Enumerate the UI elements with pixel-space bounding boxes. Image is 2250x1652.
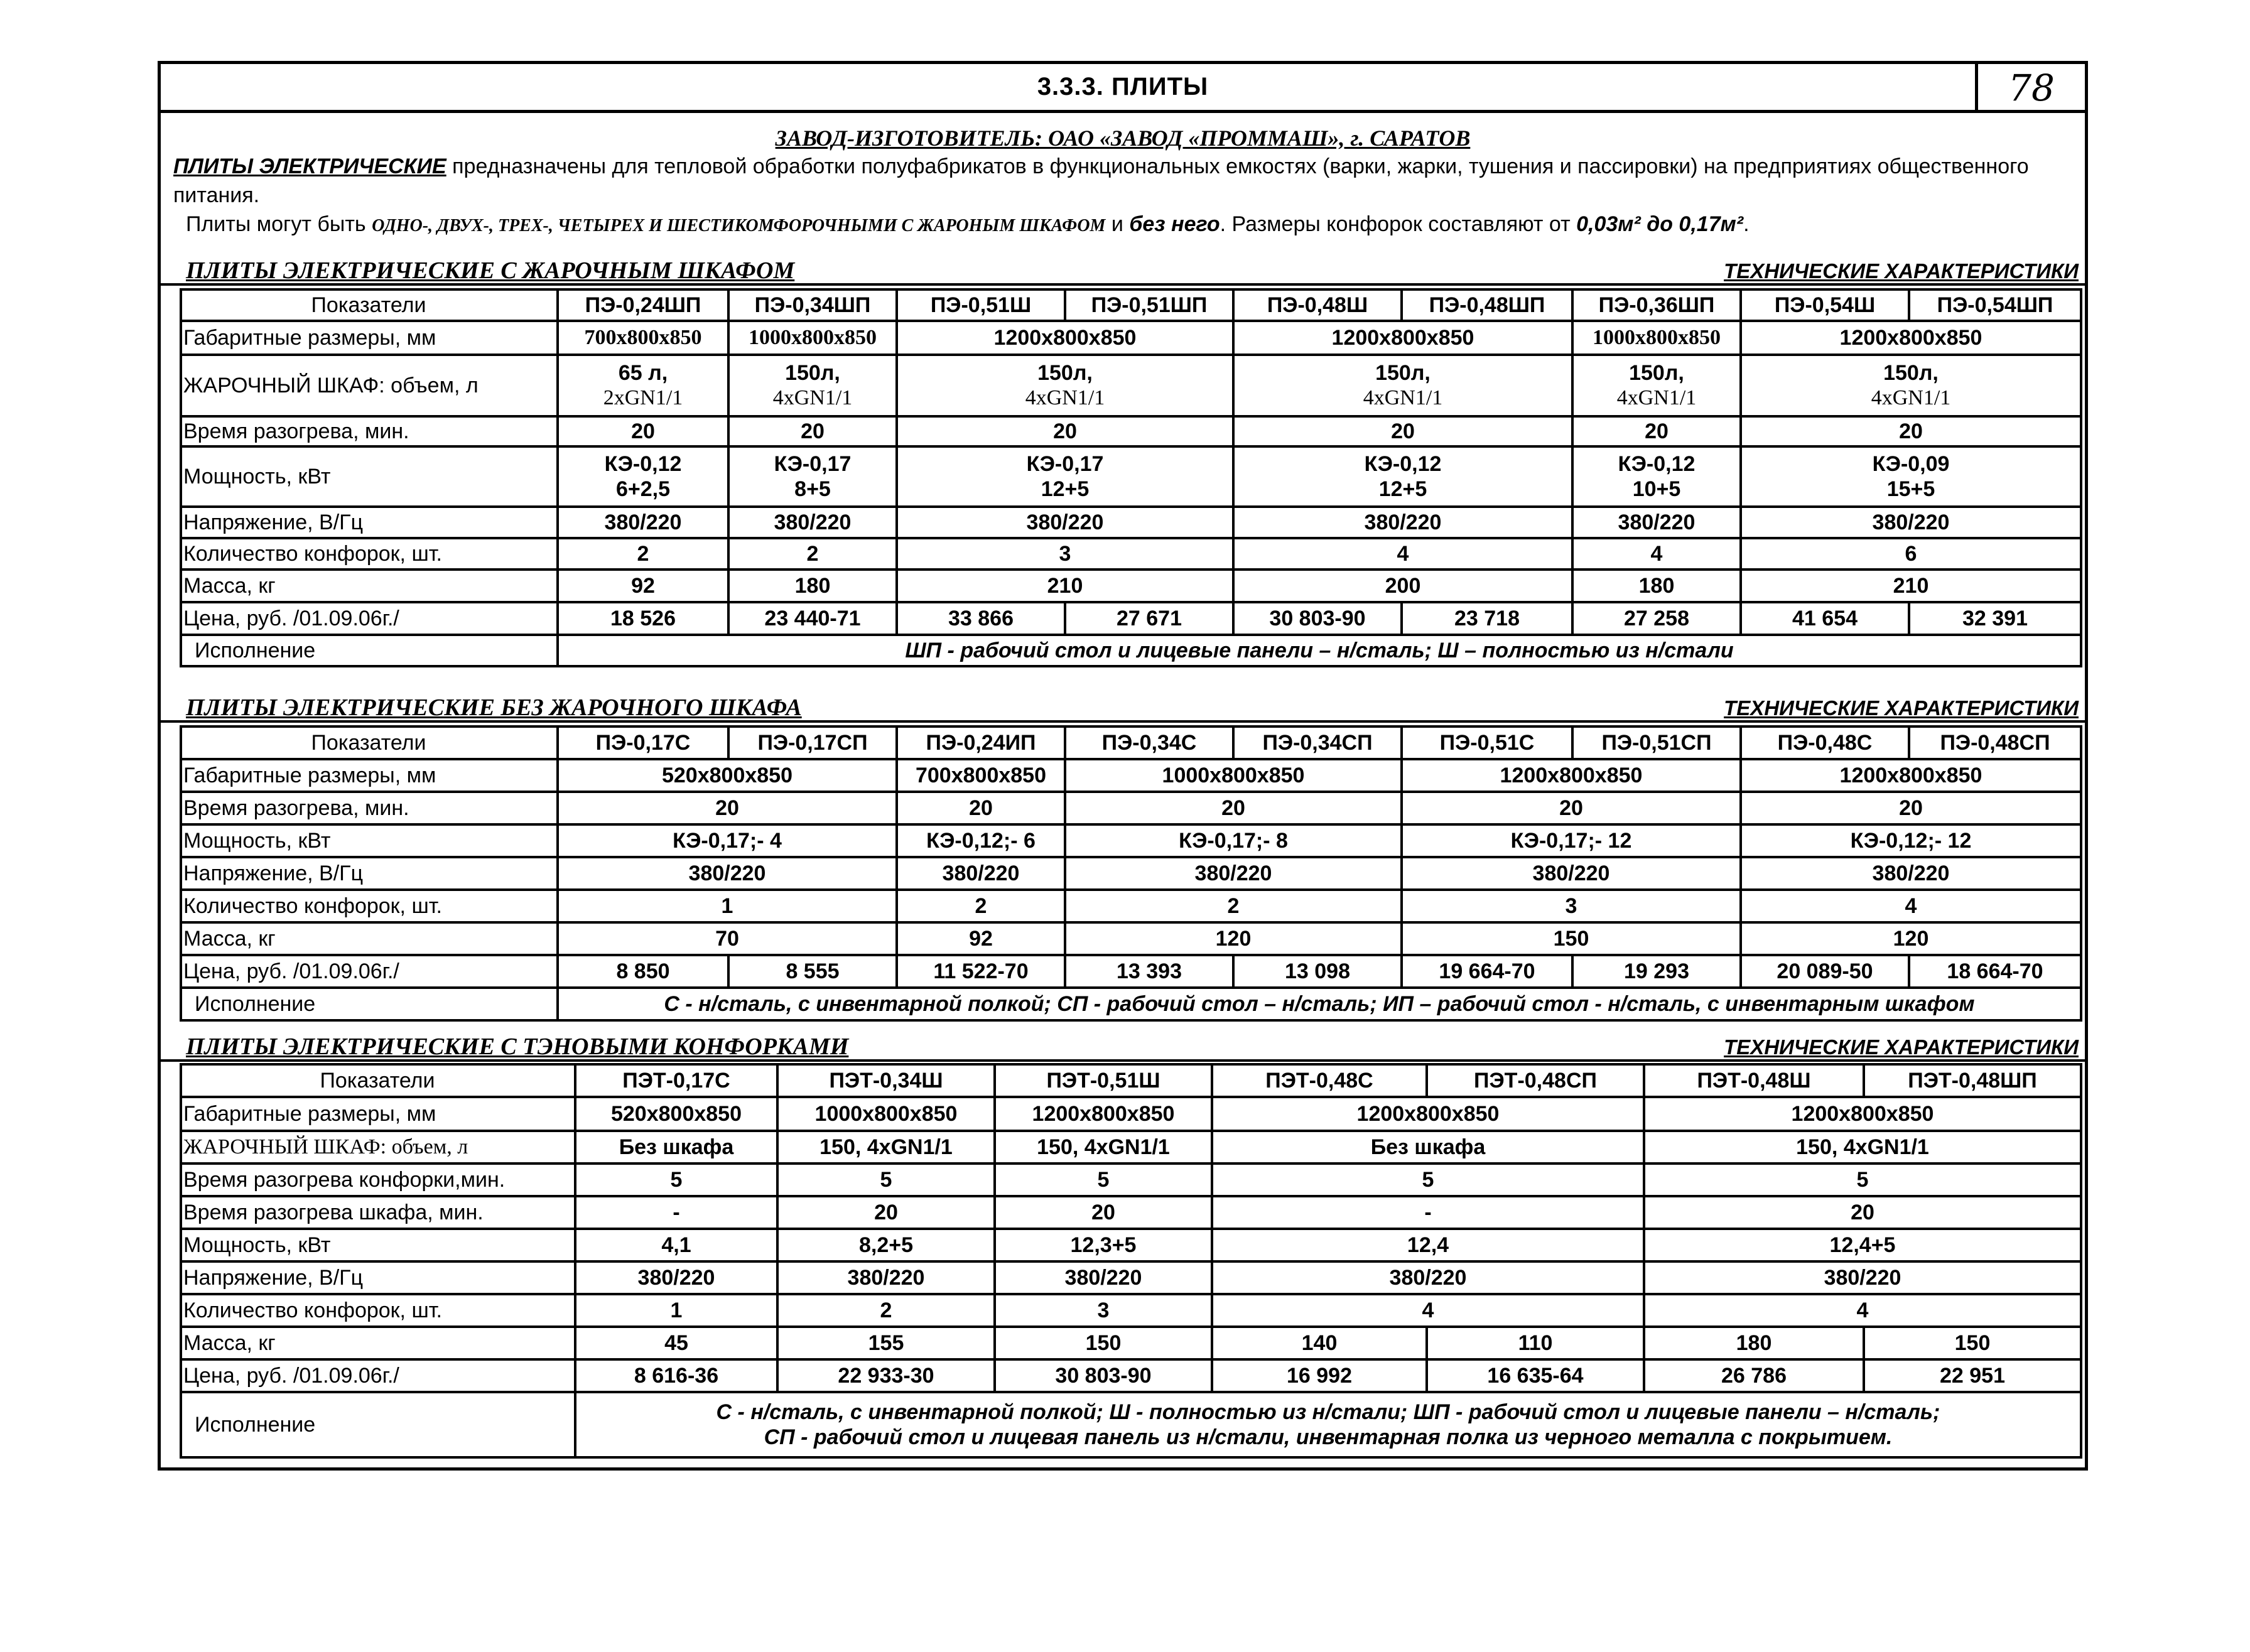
oven-volume: 150л, bbox=[785, 361, 840, 385]
oven-gn: 4xGN1/1 bbox=[772, 386, 853, 409]
cell-value: 380/220 bbox=[1065, 857, 1402, 890]
cell-value: 150 bbox=[995, 1327, 1212, 1359]
cell-value: 4 bbox=[1644, 1294, 2081, 1327]
price-cell: 22 951 bbox=[1864, 1359, 2081, 1392]
row-label: Мощность, кВт bbox=[181, 824, 558, 857]
oven-volume: 150л, bbox=[1037, 361, 1093, 385]
table-row bbox=[181, 602, 2081, 635]
price-cell: 8 850 bbox=[558, 955, 728, 988]
cell-value: 5 bbox=[777, 1163, 995, 1196]
cell-value: 180 bbox=[1572, 570, 1741, 602]
cell-value: 5 bbox=[1644, 1163, 2081, 1196]
cell-value: 20 bbox=[728, 416, 897, 446]
row-label: Исполнение bbox=[181, 1392, 575, 1457]
cell-value: 6 bbox=[1741, 538, 2081, 570]
cell-value: 20 bbox=[897, 792, 1065, 824]
model-name: ПЭ-0,54Ш bbox=[1741, 289, 1909, 321]
page-number: 78 bbox=[2008, 67, 2055, 109]
table-row bbox=[181, 759, 2081, 792]
cell-value: 1000x800x850 bbox=[1572, 321, 1741, 355]
cell-value: 5 bbox=[995, 1163, 1212, 1196]
model-name: ПЭТ-0,48ШП bbox=[1864, 1064, 2081, 1097]
cell-value: 4 bbox=[1741, 890, 2081, 922]
cell-value: 20 bbox=[558, 792, 897, 824]
cell-value: КЭ-0,17;- 8 bbox=[1065, 824, 1402, 857]
price-cell: 26 786 bbox=[1644, 1359, 1864, 1392]
oven-gn: 2xGN1/1 bbox=[603, 386, 683, 409]
cell-value: 150, 4xGN1/1 bbox=[777, 1131, 995, 1163]
row-label: Количество конфорок, шт. bbox=[181, 890, 558, 922]
cell-value: 1 bbox=[558, 890, 897, 922]
oven-volume: 150л, bbox=[1375, 361, 1431, 385]
cell-value: 1200x800x850 bbox=[1741, 759, 2081, 792]
table-row bbox=[181, 1229, 2081, 1261]
price-cell: 8 616-36 bbox=[575, 1359, 777, 1392]
cell-value: 1200x800x850 bbox=[897, 321, 1233, 355]
cell-value bbox=[897, 446, 1233, 507]
cell-value: 20 bbox=[777, 1196, 995, 1229]
price-cell: 19 293 bbox=[1572, 955, 1741, 988]
cell-value: КЭ-0,17;- 4 bbox=[558, 824, 897, 857]
cell-value: 380/220 bbox=[1741, 857, 2081, 890]
cell-value: 380/220 bbox=[728, 507, 897, 538]
cell-value: 180 bbox=[728, 570, 897, 602]
table-row bbox=[181, 1359, 2081, 1392]
cell-value: 20 bbox=[1741, 792, 2081, 824]
section3-tech-label: ТЕХНИЧЕСКИЕ ХАРАКТЕРИСТИКИ bbox=[1724, 1035, 2079, 1059]
model-name: ПЭТ-0,17С bbox=[575, 1064, 777, 1097]
row-label: Напряжение, В/Гц bbox=[181, 507, 558, 538]
model-name: ПЭ-0,34С bbox=[1065, 726, 1233, 759]
cell-value: Без шкафа bbox=[575, 1131, 777, 1163]
row-label: Количество конфорок, шт. bbox=[181, 1294, 575, 1327]
table-row bbox=[181, 507, 2081, 538]
price-cell: 27 258 bbox=[1572, 602, 1741, 635]
table-row bbox=[181, 355, 2081, 416]
execution-note-line-1: С - н/сталь, с инвентарной полкой; Ш - полностью из н/стали; ШП - рабочий стол и лицевые панели – н/сталь; bbox=[716, 1400, 1940, 1424]
row-label: Исполнение bbox=[181, 635, 558, 666]
page-number-box bbox=[1975, 64, 2085, 110]
cell-value: КЭ-0,12;- 6 bbox=[897, 824, 1065, 857]
table-row bbox=[181, 1392, 2081, 1457]
cell-value bbox=[728, 355, 897, 416]
section3-heading bbox=[161, 1033, 2085, 1062]
cell-value: 2 bbox=[897, 890, 1065, 922]
cell-value: - bbox=[1212, 1196, 1644, 1229]
cell-value: 92 bbox=[897, 922, 1065, 955]
model-name: ПЭ-0,51СП bbox=[1572, 726, 1741, 759]
cell-value: 3 bbox=[897, 538, 1233, 570]
power-value: 6+2,5 bbox=[615, 477, 671, 501]
table-row bbox=[181, 726, 2081, 759]
cell-value: Без шкафа bbox=[1212, 1131, 1644, 1163]
cell-value: 380/220 bbox=[558, 507, 728, 538]
price-cell: 16 992 bbox=[1212, 1359, 1427, 1392]
intro-paragraph-1 bbox=[173, 152, 2076, 210]
model-name: ПЭ-0,51Ш bbox=[897, 289, 1065, 321]
table-row bbox=[181, 446, 2081, 507]
section3-title: ПЛИТЫ ЭЛЕКТРИЧЕСКИЕ С ТЭНОВЫМИ КОНФОРКАМИ bbox=[186, 1034, 849, 1060]
section1-title: ПЛИТЫ ЭЛЕКТРИЧЕСКИЕ С ЖАРОЧНЫМ ШКАФОМ bbox=[186, 257, 795, 284]
cell-value bbox=[728, 446, 897, 507]
cell-value: 700x800x850 bbox=[558, 321, 728, 355]
cell-value bbox=[1233, 446, 1572, 507]
cell-value: 700x800x850 bbox=[897, 759, 1065, 792]
row-label: Время разогрева конфорки,мин. bbox=[181, 1163, 575, 1196]
cell-value bbox=[1741, 355, 2081, 416]
model-name: ПЭ-0,48Ш bbox=[1233, 289, 1402, 321]
execution-note: С - н/сталь, с инвентарной полкой; СП - рабочий стол – н/сталь; ИП – рабочий стол - н/сталь, с инвентарным шкафом bbox=[558, 988, 2081, 1020]
power-value: 8+5 bbox=[794, 477, 831, 501]
burner-type: КЭ-0,12 bbox=[604, 452, 682, 476]
cell-value: 4 bbox=[1233, 538, 1572, 570]
table-row bbox=[181, 1163, 2081, 1196]
execution-note: ШП - рабочий стол и лицевые панели – н/сталь; Ш – полностью из н/стали bbox=[558, 635, 2081, 666]
table-row bbox=[181, 635, 2081, 666]
cell-value: 120 bbox=[1741, 922, 2081, 955]
row-label: Время разогрева, мин. bbox=[181, 792, 558, 824]
model-name: ПЭ-0,48С bbox=[1741, 726, 1909, 759]
price-cell: 8 555 bbox=[728, 955, 897, 988]
row-label: Габаритные размеры, мм bbox=[181, 1097, 575, 1131]
table-row bbox=[181, 955, 2081, 988]
oven-gn: 4xGN1/1 bbox=[1025, 386, 1105, 409]
cell-value: 155 bbox=[777, 1327, 995, 1359]
price-cell: 11 522-70 bbox=[897, 955, 1065, 988]
model-name: ПЭ-0,34ШП bbox=[728, 289, 897, 321]
cell-value bbox=[1741, 446, 2081, 507]
price-cell: 19 664-70 bbox=[1402, 955, 1572, 988]
table-row bbox=[181, 857, 2081, 890]
table-row bbox=[181, 824, 2081, 857]
cell-value: 3 bbox=[995, 1294, 1212, 1327]
price-cell: 23 718 bbox=[1402, 602, 1572, 635]
row-label: Время разогрева, мин. bbox=[181, 416, 558, 446]
table-row bbox=[181, 538, 2081, 570]
price-cell: 20 089-50 bbox=[1741, 955, 1909, 988]
table-row bbox=[181, 1196, 2081, 1229]
cell-value: 2 bbox=[728, 538, 897, 570]
model-name: ПЭ-0,48ШП bbox=[1402, 289, 1572, 321]
cell-value: 4 bbox=[1212, 1294, 1644, 1327]
burner-type: КЭ-0,17 bbox=[774, 452, 852, 476]
cell-value: 210 bbox=[1741, 570, 2081, 602]
intro-text-1: предназначены для тепловой обработки полуфабрикатов в функциональных емкостях (варки, жарки, тушения и пассировки) на предприятиях общественного питания. bbox=[173, 154, 2029, 207]
row-label: Напряжение, В/Гц bbox=[181, 1261, 575, 1294]
row-label: Масса, кг bbox=[181, 1327, 575, 1359]
cell-value: 5 bbox=[575, 1163, 777, 1196]
table-row bbox=[181, 289, 2081, 321]
model-name: ПЭТ-0,48Ш bbox=[1644, 1064, 1864, 1097]
cell-value bbox=[558, 446, 728, 507]
row-label: Масса, кг bbox=[181, 922, 558, 955]
intro-p2-a: Плиты могут быть bbox=[186, 212, 372, 236]
cell-value: 8,2+5 bbox=[777, 1229, 995, 1261]
power-value: 12+5 bbox=[1041, 477, 1090, 501]
cell-value: 20 bbox=[1233, 416, 1572, 446]
table-row bbox=[181, 1064, 2081, 1097]
table-row bbox=[181, 1097, 2081, 1131]
row-label: Масса, кг bbox=[181, 570, 558, 602]
cell-value: 380/220 bbox=[995, 1261, 1212, 1294]
cell-value bbox=[897, 355, 1233, 416]
table-row bbox=[181, 1131, 2081, 1163]
model-name: ПЭ-0,54ШП bbox=[1909, 289, 2081, 321]
cell-value: 20 bbox=[1741, 416, 2081, 446]
table-row bbox=[181, 1327, 2081, 1359]
cell-value: 380/220 bbox=[1402, 857, 1741, 890]
row-label: Количество конфорок, шт. bbox=[181, 538, 558, 570]
table-row bbox=[181, 988, 2081, 1020]
row-label: Показатели bbox=[181, 1064, 575, 1097]
cell-value: 380/220 bbox=[1741, 507, 2081, 538]
price-cell: 16 635-64 bbox=[1427, 1359, 1644, 1392]
execution-note bbox=[575, 1392, 2081, 1457]
price-cell: 30 803-90 bbox=[1233, 602, 1402, 635]
cell-value: 380/220 bbox=[897, 507, 1233, 538]
cell-value: 150 bbox=[1864, 1327, 2081, 1359]
price-cell: 30 803-90 bbox=[995, 1359, 1212, 1392]
power-value: 15+5 bbox=[1886, 477, 1935, 501]
section1-heading bbox=[161, 257, 2085, 286]
row-label: Напряжение, В/Гц bbox=[181, 857, 558, 890]
cell-value: 70 bbox=[558, 922, 897, 955]
cell-value: - bbox=[575, 1196, 777, 1229]
model-name: ПЭ-0,51ШП bbox=[1065, 289, 1233, 321]
cell-value: 1200x800x850 bbox=[1402, 759, 1741, 792]
intro-p2-d: без него bbox=[1129, 212, 1220, 236]
cell-value: 20 bbox=[1644, 1196, 2081, 1229]
model-name: ПЭ-0,24ИП bbox=[897, 726, 1065, 759]
row-label: Время разогрева шкафа, мин. bbox=[181, 1196, 575, 1229]
row-label: Габаритные размеры, мм bbox=[181, 759, 558, 792]
cell-value: 20 bbox=[1402, 792, 1741, 824]
intro-p2-f: 0,03м² до 0,17м² bbox=[1576, 212, 1744, 236]
cell-value: 110 bbox=[1427, 1327, 1644, 1359]
page-title: 3.3.3. ПЛИТЫ bbox=[1037, 73, 1209, 100]
power-value: 12+5 bbox=[1378, 477, 1427, 501]
model-name: ПЭТ-0,34Ш bbox=[777, 1064, 995, 1097]
cell-value: 12,3+5 bbox=[995, 1229, 1212, 1261]
cell-value: 210 bbox=[897, 570, 1233, 602]
price-cell: 33 866 bbox=[897, 602, 1065, 635]
section1-tech-label: ТЕХНИЧЕСКИЕ ХАРАКТЕРИСТИКИ bbox=[1724, 259, 2079, 283]
cell-value bbox=[1572, 446, 1741, 507]
model-name: ПЭТ-0,48С bbox=[1212, 1064, 1427, 1097]
manufacturer-line: ЗАВОД-ИЗГОТОВИТЕЛЬ: ОАО «ЗАВОД «ПРОММАШ», г. САРАТОВ bbox=[775, 126, 1471, 151]
section2-heading bbox=[161, 694, 2085, 723]
model-name: ПЭ-0,34СП bbox=[1233, 726, 1402, 759]
cell-value: 2 bbox=[777, 1294, 995, 1327]
cell-value: 380/220 bbox=[897, 857, 1065, 890]
cell-value: 1000x800x850 bbox=[777, 1097, 995, 1131]
section3-table bbox=[180, 1063, 2082, 1459]
model-name: ПЭТ-0,48СП bbox=[1427, 1064, 1644, 1097]
table-row bbox=[181, 1261, 2081, 1294]
table-row bbox=[181, 1294, 2081, 1327]
cell-value: 4,1 bbox=[575, 1229, 777, 1261]
power-value: 10+5 bbox=[1632, 477, 1681, 501]
table-row bbox=[181, 570, 2081, 602]
cell-value: 140 bbox=[1212, 1327, 1427, 1359]
burner-type: КЭ-0,17 bbox=[1026, 452, 1104, 476]
model-name: ПЭ-0,51С bbox=[1402, 726, 1572, 759]
intro-p2-c: и bbox=[1105, 212, 1130, 236]
cell-value: 380/220 bbox=[558, 857, 897, 890]
row-label: Цена, руб. /01.09.06г./ bbox=[181, 602, 558, 635]
cell-value: 1200x800x850 bbox=[1233, 321, 1572, 355]
cell-value: 92 bbox=[558, 570, 728, 602]
cell-value: 380/220 bbox=[1233, 507, 1572, 538]
oven-volume: 150л, bbox=[1629, 361, 1684, 385]
row-label: Мощность, кВт bbox=[181, 446, 558, 507]
model-name: ПЭ-0,17С bbox=[558, 726, 728, 759]
oven-gn: 4xGN1/1 bbox=[1363, 386, 1443, 409]
oven-volume: 150л, bbox=[1883, 361, 1939, 385]
cell-value bbox=[1233, 355, 1572, 416]
cell-value: 20 bbox=[995, 1196, 1212, 1229]
cell-value: 20 bbox=[897, 416, 1233, 446]
page-frame bbox=[158, 61, 2088, 1471]
cell-value: 1 bbox=[575, 1294, 777, 1327]
section2-title: ПЛИТЫ ЭЛЕКТРИЧЕСКИЕ БЕЗ ЖАРОЧНОГО ШКАФА bbox=[186, 694, 802, 721]
cell-value: 200 bbox=[1233, 570, 1572, 602]
model-name: ПЭ-0,24ШП bbox=[558, 289, 728, 321]
price-cell: 13 098 bbox=[1233, 955, 1402, 988]
cell-value: 180 bbox=[1644, 1327, 1864, 1359]
cell-value: 20 bbox=[1065, 792, 1402, 824]
row-label: Показатели bbox=[181, 289, 558, 321]
intro-p2-e: . Размеры конфорок составляют от bbox=[1220, 212, 1577, 236]
cell-value: 380/220 bbox=[777, 1261, 995, 1294]
cell-value: КЭ-0,17;- 12 bbox=[1402, 824, 1741, 857]
burner-type: КЭ-0,09 bbox=[1872, 452, 1950, 476]
oven-gn: 4xGN1/1 bbox=[1871, 386, 1951, 409]
model-name: ПЭ-0,48СП bbox=[1909, 726, 2081, 759]
execution-note-line-2: СП - рабочий стол и лицевая панель из н/стали, инвентарная полка из черного металла с покрытием. bbox=[764, 1425, 1893, 1449]
price-cell: 18 526 bbox=[558, 602, 728, 635]
row-label: Показатели bbox=[181, 726, 558, 759]
cell-value: 45 bbox=[575, 1327, 777, 1359]
row-label: ЖАРОЧНЫЙ ШКАФ: объем, л bbox=[181, 1131, 575, 1163]
intro-paragraph-2 bbox=[173, 210, 2089, 240]
row-label: Габаритные размеры, мм bbox=[181, 321, 558, 355]
intro-p2-g: . bbox=[1743, 212, 1750, 236]
price-cell: 18 664-70 bbox=[1909, 955, 2081, 988]
table-row bbox=[181, 890, 2081, 922]
cell-value: 380/220 bbox=[575, 1261, 777, 1294]
section1-table bbox=[180, 288, 2082, 667]
oven-gn: 4xGN1/1 bbox=[1616, 386, 1697, 409]
intro-lead: ПЛИТЫ ЭЛЕКТРИЧЕСКИЕ bbox=[173, 154, 446, 178]
cell-value: 380/220 bbox=[1644, 1261, 2081, 1294]
cell-value: 150 bbox=[1402, 922, 1741, 955]
title-row bbox=[161, 64, 2085, 113]
section2-tech-label: ТЕХНИЧЕСКИЕ ХАРАКТЕРИСТИКИ bbox=[1724, 696, 2079, 720]
cell-value: 150, 4xGN1/1 bbox=[995, 1131, 1212, 1163]
cell-value: 520x800x850 bbox=[558, 759, 897, 792]
cell-value: 1200x800x850 bbox=[1644, 1097, 2081, 1131]
cell-value: 3 bbox=[1402, 890, 1741, 922]
table-row bbox=[181, 321, 2081, 355]
row-label: Цена, руб. /01.09.06г./ bbox=[181, 955, 558, 988]
cell-value: 12,4+5 bbox=[1644, 1229, 2081, 1261]
cell-value: 120 bbox=[1065, 922, 1402, 955]
burner-type: КЭ-0,12 bbox=[1364, 452, 1442, 476]
cell-value: 1200x800x850 bbox=[1212, 1097, 1644, 1131]
cell-value: 520x800x850 bbox=[575, 1097, 777, 1131]
price-cell: 23 440-71 bbox=[728, 602, 897, 635]
cell-value bbox=[558, 355, 728, 416]
cell-value: 380/220 bbox=[1572, 507, 1741, 538]
price-cell: 32 391 bbox=[1909, 602, 2081, 635]
cell-value: 12,4 bbox=[1212, 1229, 1644, 1261]
row-label: Цена, руб. /01.09.06г./ bbox=[181, 1359, 575, 1392]
model-name: ПЭ-0,36ШП bbox=[1572, 289, 1741, 321]
cell-value: 2 bbox=[1065, 890, 1402, 922]
cell-value: 1000x800x850 bbox=[728, 321, 897, 355]
cell-value: 2 bbox=[558, 538, 728, 570]
table-row bbox=[181, 922, 2081, 955]
row-label: Мощность, кВт bbox=[181, 1229, 575, 1261]
cell-value: 380/220 bbox=[1212, 1261, 1644, 1294]
cell-value: 5 bbox=[1212, 1163, 1644, 1196]
cell-value: 20 bbox=[558, 416, 728, 446]
cell-value: 4 bbox=[1572, 538, 1741, 570]
oven-volume: 65 л, bbox=[618, 361, 668, 385]
price-cell: 41 654 bbox=[1741, 602, 1909, 635]
cell-value bbox=[1572, 355, 1741, 416]
cell-value: 1000x800x850 bbox=[1065, 759, 1402, 792]
cell-value: КЭ-0,12;- 12 bbox=[1741, 824, 2081, 857]
model-name: ПЭ-0,17СП bbox=[728, 726, 897, 759]
model-name: ПЭТ-0,51Ш bbox=[995, 1064, 1212, 1097]
cell-value: 1200x800x850 bbox=[995, 1097, 1212, 1131]
cell-value: 150, 4xGN1/1 bbox=[1644, 1131, 2081, 1163]
row-label: Исполнение bbox=[181, 988, 558, 1020]
price-cell: 13 393 bbox=[1065, 955, 1233, 988]
table-row bbox=[181, 416, 2081, 446]
section2-table bbox=[180, 725, 2082, 1022]
table-row bbox=[181, 792, 2081, 824]
price-cell: 22 933-30 bbox=[777, 1359, 995, 1392]
cell-value: 20 bbox=[1572, 416, 1741, 446]
cell-value: 1200x800x850 bbox=[1741, 321, 2081, 355]
burner-type: КЭ-0,12 bbox=[1618, 452, 1696, 476]
row-label: ЖАРОЧНЫЙ ШКАФ: объем, л bbox=[181, 355, 558, 416]
price-cell: 27 671 bbox=[1065, 602, 1233, 635]
intro-p2-b: ОДНО-, ДВУХ-, ТРЕХ-, ЧЕТЫРЕХ И ШЕСТИКОМФОРОЧНЫМИ С ЖАРОНЫМ ШКАФОМ bbox=[372, 216, 1106, 235]
